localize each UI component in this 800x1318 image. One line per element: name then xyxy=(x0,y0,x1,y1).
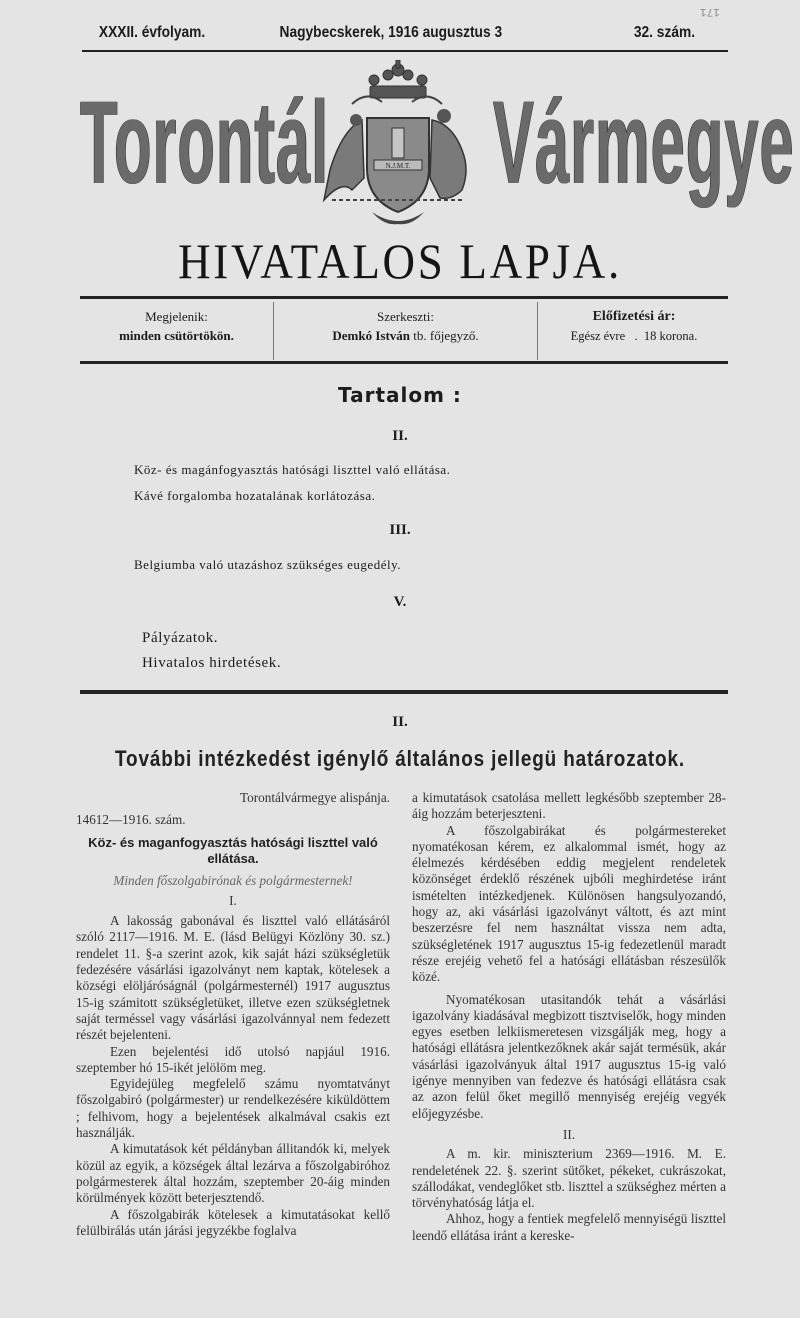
publication-value: minden csütörtökön. xyxy=(119,328,234,343)
section-title: További intézkedést igénylő általános jellegü határozatok. xyxy=(115,746,685,771)
article-paragraph: Nyomatékosan utasitandók tehát a vásárlási igazolvány kiadásával megbizott tisztviselők, hogy minden egyes esetben lelkiismeretesen vizsgálják meg, hogy a hatósági ellátásra jelentkezőknek akár saját termésük, akár vásárlási igazolványuk által 1917 augusztus 15-ig való igénye mennyiben van fedezve és hatósági ellátásra csak az azon felül őket megillő mennyiség erejéig vegyék előjegyzésbe. xyxy=(412,991,726,1121)
toc-numeral: V. xyxy=(393,594,407,610)
toc-item[interactable]: Kávé forgalomba hozatalának korlátozása. xyxy=(134,488,376,503)
section-divider xyxy=(80,690,728,694)
article-column-right xyxy=(412,790,726,1244)
article-paragraph: A m. kir. miniszterium 2369—1916. M. E. rendeletének 22. §. szerint sütőket, pékeket, cukrászokat, szállodákat, vendeglőket stb. liszttel a szükséghez mérten a törvényhatóság látja el. xyxy=(412,1146,726,1211)
article-paragraph: Egyidejüleg megfelelő számu nyomtatványt főszolgabiró (polgármester) ur rendelkezésére kiküldöttem ; felhivom, hogy a bejelentések alkalmával csakis ezt használják. xyxy=(76,1076,390,1141)
volume-label: XXXII. évfolyam. xyxy=(98,24,206,41)
toc-numeral: III. xyxy=(389,522,411,538)
masthead-subtitle: HIVATALOS LAPJA. xyxy=(178,233,622,289)
article-addressee: Minden főszolgabirónak és polgármesternek! xyxy=(113,872,353,888)
editor-name: Demkó István xyxy=(332,328,411,343)
editor-info xyxy=(274,308,537,356)
toc-item[interactable]: Köz- és magánfogyasztás hatósági liszttel való ellátása. xyxy=(134,462,451,477)
issue-number: 32. szám. xyxy=(633,24,696,41)
article-paragraph: Ezen bejelentési idő utolsó napjául 1916. szeptember hó 15-ikét jelölöm meg. xyxy=(76,1043,390,1075)
article-column-left xyxy=(76,790,390,1239)
masthead-title-right: Vármegye xyxy=(493,77,795,209)
subscription-value: Egész évre . 18 korona. xyxy=(570,329,698,343)
article-part-numeral: I. xyxy=(229,892,237,908)
infobox-bottom-rule xyxy=(80,361,728,364)
article-paragraph: A kimutatások két példányban állitandók ki, melyek közül az egyik, a községek által lezárva a főszolgabiróhoz polgármesterek által hozzám, szeptember 20-áig minden körülmények között beterjesztendő. xyxy=(76,1141,390,1206)
page-number: 171 xyxy=(700,5,720,17)
place-date: Nagybecskerek, 1916 augusztus 3 xyxy=(279,24,503,41)
section-numeral: II. xyxy=(392,714,408,730)
svg-text:N.J.M.T.: N.J.M.T. xyxy=(385,162,411,170)
subscription-info xyxy=(538,308,730,356)
coat-of-arms-icon xyxy=(312,60,482,228)
article-paragraph: a kimutatások csatolása mellett legkésőbb szeptember 28-áig hozzám beterjeszteni. xyxy=(412,790,726,822)
article-paragraph: Ahhoz, hogy a fentiek megfelelő mennyiségü liszttel leendő ellátása iránt a kereske- xyxy=(412,1211,726,1243)
article-number: 14612—1916. szám. xyxy=(76,812,186,828)
article-paragraph: A főszolgabirák kötelesek a kimutatásokat kellő felülbirálás után járási jegyzékbe foglalva xyxy=(76,1206,390,1238)
masthead-title-left: Torontál xyxy=(80,77,330,209)
toc-numeral: II. xyxy=(392,428,408,444)
article-authority: Torontálvármegye alispánja. xyxy=(240,790,390,805)
article-paragraph: A főszolgabirákat és polgármestereket nyomatékosan kérem, ez alkalommal ismét, hogy az élelmezés kérdésében eddig megjelent rendeletek közönséget érdeklő részének ujbóli meghirdetése iránt ismételten intézkedjenek. Különösen hangsulyozandó, hogy az, aki vásárlási igazolványt váltott, és azt mint beszerzésre fel nem használtat vissza nem adta, szükségletének 1917 augusztus 15-ig fedezetlenül maradt része erejéig vehető fel a hatósági ellátásban részesülők közé. xyxy=(412,822,726,985)
publication-schedule xyxy=(80,308,273,356)
infobox-top-rule xyxy=(80,296,728,299)
editor-label: Szerkeszti: xyxy=(376,309,435,324)
header-rule xyxy=(82,50,728,52)
toc-item[interactable]: Belgiumba való utazáshoz szükséges eugedély. xyxy=(134,557,401,572)
issue-header xyxy=(80,24,696,46)
article-part-numeral: II. xyxy=(562,1126,576,1142)
article-paragraph: A lakosság gabonával és liszttel való ellátásáról szóló 2117—1916. M. E. (lásd Belügyi Közlöny 30. sz.) rendelet 11. §-a szerint azok, kik saját házi szükségletük fedezésére vásárlási igazolványt nem kaptak, kötelesek a községi elöljáróságnál (polgármesternél) 1917 augusztus 15-ig számitott szükségletüket, illetve ezen szükségletnek saját terméssel vagy vásárlási igazolvánnyal nem fedezett részét bejelenteni. xyxy=(76,913,390,1043)
editor-title: tb. főjegyző. xyxy=(413,328,479,343)
article-headline: Köz- és maganfogyasztás hatósági liszttel való ellátása. xyxy=(88,834,378,866)
subscription-label: Előfizetési ár: xyxy=(592,309,676,324)
publication-label: Megjelenik: xyxy=(145,309,208,324)
toc-title: Tartalom : xyxy=(338,383,462,407)
toc-item[interactable]: Pályázatok. xyxy=(142,630,219,646)
toc-item[interactable]: Hivatalos hirdetések. xyxy=(142,655,282,671)
